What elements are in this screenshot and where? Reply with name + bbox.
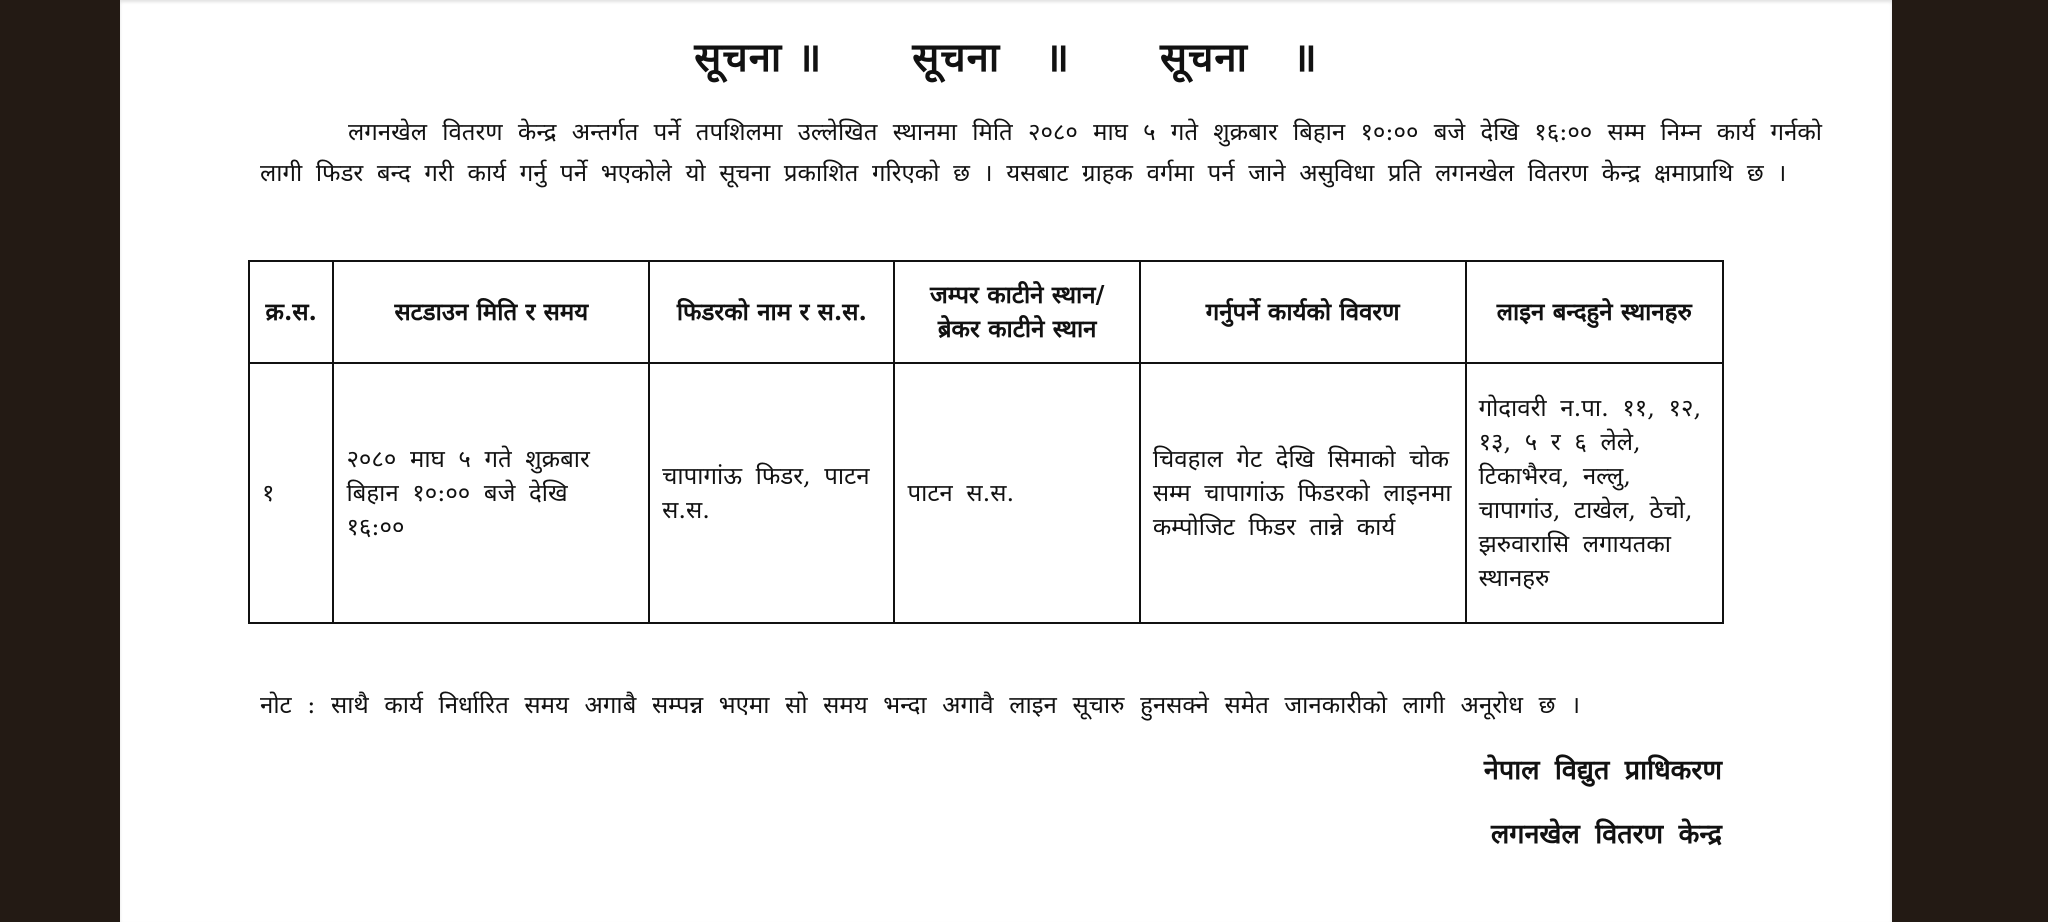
headline-word-3: सूचना ॥ <box>1159 34 1318 81</box>
cell-shutdown-datetime: २०८० माघ ५ गते शुक्रबार बिहान १०:०० बजे देखि १६:०० <box>333 363 649 623</box>
intro-text: लगनखेल वितरण केन्द्र अन्तर्गत पर्ने तपशिलमा उल्लेखित स्थानमा मिति २०८० माघ ५ गते शुक्रबार बिहान १०:०० बजे देखि १६:०० सम्म निम्न कार्य गर्नको लागी फिडर बन्द गरी कार्य गर्नु पर्ने भएकोले यो सूचना प्रकाशित गरिएको छ । यसबाट ग्राहक वर्गमा पर्न जाने असुविधा प्रति लगनखेल वितरण केन्द्र क्षमाप्राथि छ । <box>260 118 1822 187</box>
table-row <box>249 363 1723 623</box>
headline-word-1: सूचना ॥ <box>694 34 823 81</box>
cell-affected-areas: गोदावरी न.पा. ११, १२, १३, ५ र ६ लेले, टिकाभैरव, नल्लु, चापागांउ, टाखेल, ठेचो, झरुवारासि लगायतका स्थानहरु <box>1466 363 1723 623</box>
notice-page <box>120 0 1892 922</box>
cell-feeder-substation: चापागांऊ फिडर, पाटन स.स. <box>649 363 894 623</box>
signature-organization: नेपाल विद्युत प्राधिकरण <box>1483 755 1722 786</box>
header-serial: क्र.स. <box>249 261 333 363</box>
notice-headline <box>120 28 1892 83</box>
headline-word-2: सूचना ॥ <box>912 34 1070 81</box>
header-affected-areas: लाइन बन्दहुने स्थानहरु <box>1466 261 1723 363</box>
outage-schedule-table <box>248 260 1724 624</box>
cell-serial: १ <box>249 363 333 623</box>
header-work-description: गर्नुपर्ने कार्यको विवरण <box>1140 261 1466 363</box>
cell-breaker-location: पाटन स.स. <box>894 363 1139 623</box>
note-text: नोट : साथै कार्य निर्धारित समय अगाबै सम्पन्न भएमा सो समय भन्दा अगावै लाइन सूचारु हुनसक्ने समेत जानकारीको लागी अनूरोध छ । <box>260 691 1581 719</box>
table-header-row <box>249 261 1723 363</box>
cell-work-description: चिवहाल गेट देखि सिमाको चोक सम्म चापागांऊ फिडरको लाइनमा कम्पोजिट फिडर तान्ने कार्य <box>1140 363 1466 623</box>
intro-paragraph <box>260 112 1822 194</box>
signature-office: लगनखेल वितरण केन्द्र <box>1490 819 1722 850</box>
header-breaker-location: जम्पर काटीने स्थान/ ब्रेकर काटीने स्थान <box>894 261 1139 363</box>
header-shutdown-datetime: सटडाउन मिति र समय <box>333 261 649 363</box>
header-feeder-substation: फिडरको नाम र स.स. <box>649 261 894 363</box>
